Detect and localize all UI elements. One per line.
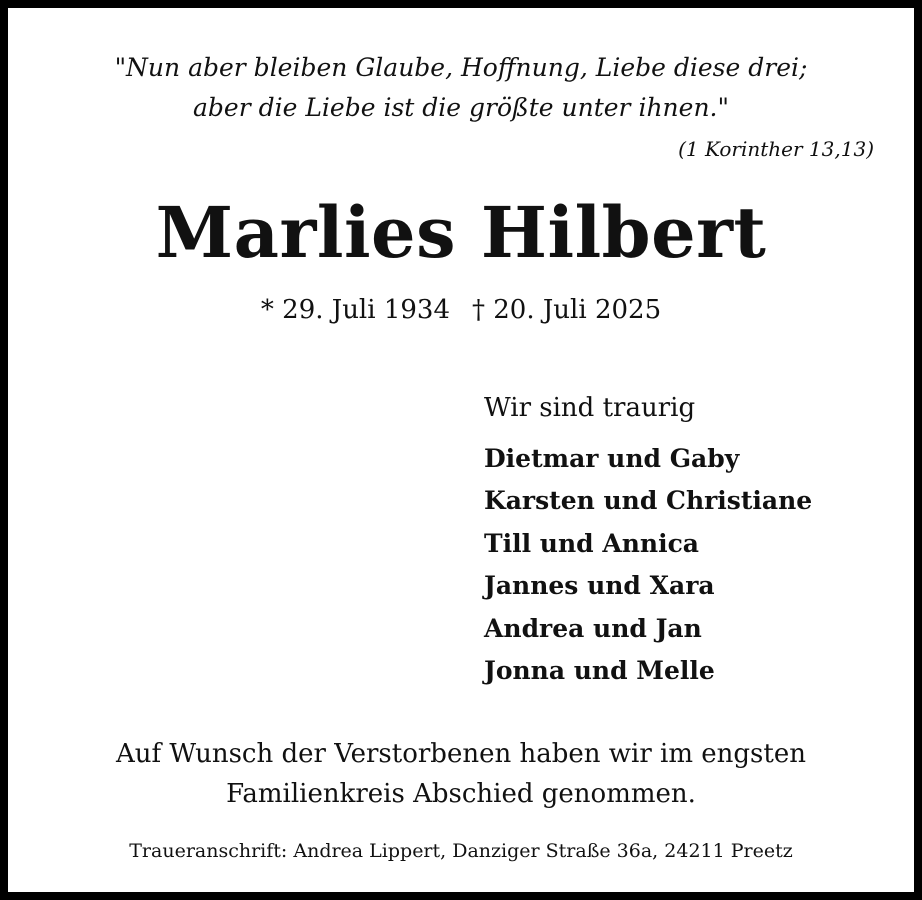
mourners-block xyxy=(484,386,812,692)
birth-date: * 29. Juli 1934 xyxy=(260,295,450,325)
notice-line-1: Auf Wunsch der Verstorbenen haben wir im engsten xyxy=(116,739,806,769)
mourners-intro: Wir sind traurig xyxy=(484,393,696,423)
notice-line-2: Familienkreis Abschied genommen. xyxy=(226,779,696,809)
life-dates xyxy=(8,290,914,330)
quote-reference: (1 Korinther 13,13) xyxy=(678,137,874,161)
mourner-name: Karsten und Christiane xyxy=(484,486,813,516)
quote-line-1: "Nun aber bleiben Glaube, Hoffnung, Liebe diese drei; xyxy=(114,53,808,82)
farewell-notice xyxy=(8,734,914,814)
deceased-name: Marlies Hilbert xyxy=(155,191,767,274)
quote-line-2: aber die Liebe ist die größte unter ihnen." xyxy=(192,93,729,122)
mourner-name: Andrea und Jan xyxy=(484,613,702,643)
mourner-name: Jannes und Xara xyxy=(484,571,715,601)
mourner-name: Till und Annica xyxy=(484,528,700,558)
bible-quote xyxy=(8,48,914,128)
death-date: † 20. Juli 2025 xyxy=(472,295,662,325)
mourning-address: Traueranschrift: Andrea Lippert, Danziger Straße 36a, 24211 Preetz xyxy=(129,840,793,862)
mourner-name: Jonna und Melle xyxy=(484,656,715,686)
mourner-name: Dietmar und Gaby xyxy=(484,444,740,473)
